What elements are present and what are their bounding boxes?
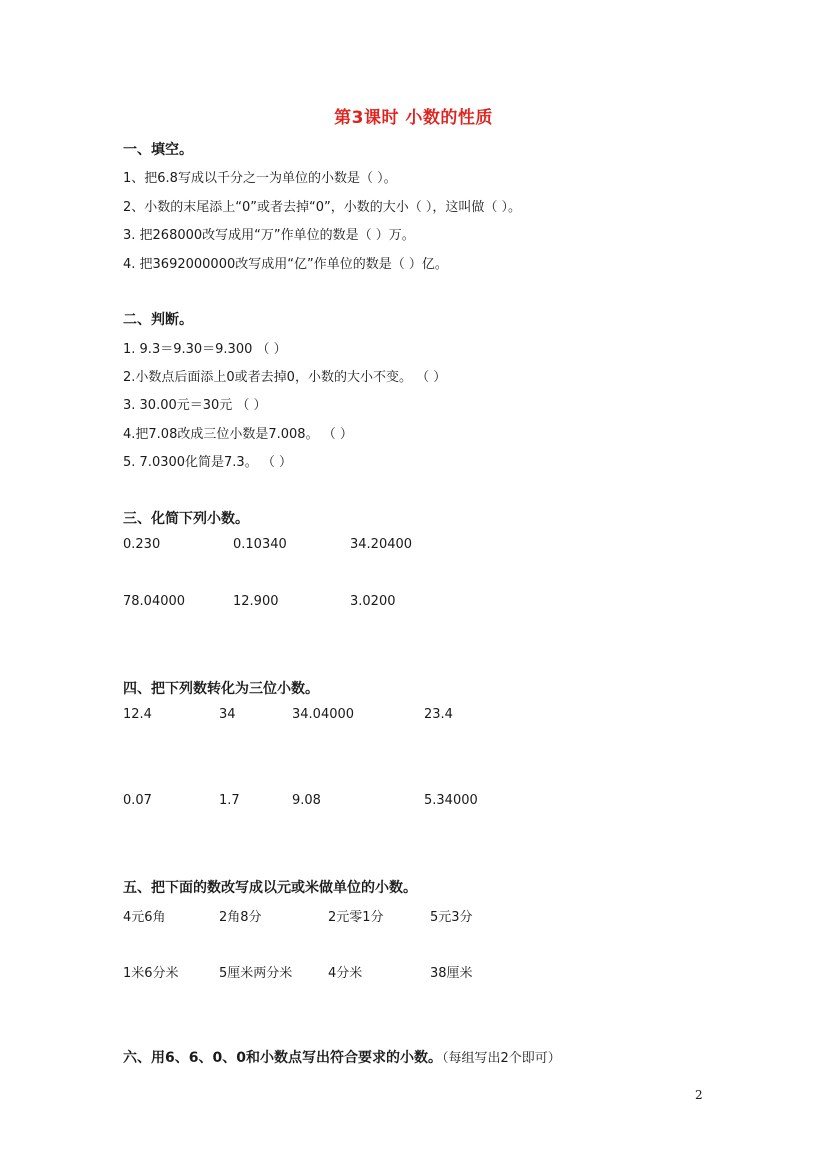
s2-item-3: 3. 30.00元＝30元 （ ） xyxy=(123,398,267,413)
s1-item-4: 4. 把3692000000改写成用“亿”作单位的数是（ ）亿。 xyxy=(123,257,448,272)
s4-number: 23.4 xyxy=(424,707,453,722)
s3-number: 78.04000 xyxy=(123,594,186,609)
s4-number: 12.4 xyxy=(123,707,152,722)
s4-number: 34 xyxy=(219,707,236,722)
s3-number: 34.20400 xyxy=(350,537,413,552)
s3-number: 3.0200 xyxy=(350,594,396,609)
s1-item-2: 2、小数的末尾添上“0”或者去掉“0”，小数的大小（ ），这叫做（ ）。 xyxy=(123,200,522,215)
s4-number: 1.7 xyxy=(219,793,240,808)
s2-item-5: 5. 7.0300化简是7.3。 （ ） xyxy=(123,455,292,470)
s1-item-1: 1、把6.8写成以千分之一为单位的小数是（ ）。 xyxy=(123,171,397,186)
s5-quantity: 38厘米 xyxy=(430,966,473,981)
section-1-heading: 一、填空。 xyxy=(123,142,193,158)
s3-number: 0.230 xyxy=(123,537,161,552)
s5-quantity: 5元3分 xyxy=(430,910,473,925)
s4-number: 34.04000 xyxy=(292,707,355,722)
s4-number: 0.07 xyxy=(123,793,152,808)
s5-quantity: 4分米 xyxy=(328,966,363,981)
s5-quantity: 4元6角 xyxy=(123,910,166,925)
section-6-heading-row xyxy=(123,1047,561,1067)
section-2-heading: 二、判断。 xyxy=(123,312,193,328)
s2-item-1: 1. 9.3＝9.30＝9.300 （ ） xyxy=(123,342,287,357)
section-6-heading: 六、用6、6、0、0和小数点写出符合要求的小数。 xyxy=(123,1050,442,1066)
section-4-heading: 四、把下列数转化为三位小数。 xyxy=(123,681,319,697)
s5-quantity: 5厘米两分米 xyxy=(219,966,293,981)
s1-item-3: 3. 把268000改写成用“万”作单位的数是（ ）万。 xyxy=(123,228,415,243)
s2-item-4: 4.把7.08改成三位小数是7.008。 （ ） xyxy=(123,427,353,442)
s3-number: 0.10340 xyxy=(233,537,287,552)
s4-number: 9.08 xyxy=(292,793,321,808)
section-3-heading: 三、化简下列小数。 xyxy=(123,511,249,527)
section-6-note: （每组写出2个即可） xyxy=(441,1051,561,1066)
page-number: 2 xyxy=(695,1088,703,1102)
s3-number: 12.900 xyxy=(233,594,279,609)
s5-quantity: 1米6分米 xyxy=(123,966,179,981)
page-title: 第3课时 小数的性质 xyxy=(334,108,493,128)
section-5-heading: 五、把下面的数改写成以元或米做单位的小数。 xyxy=(123,880,417,896)
s5-quantity: 2角8分 xyxy=(219,910,262,925)
s4-number: 5.34000 xyxy=(424,793,478,808)
s5-quantity: 2元零1分 xyxy=(328,910,384,925)
s2-item-2: 2.小数点后面添上0或者去掉0，小数的大小不变。 （ ） xyxy=(123,370,447,385)
